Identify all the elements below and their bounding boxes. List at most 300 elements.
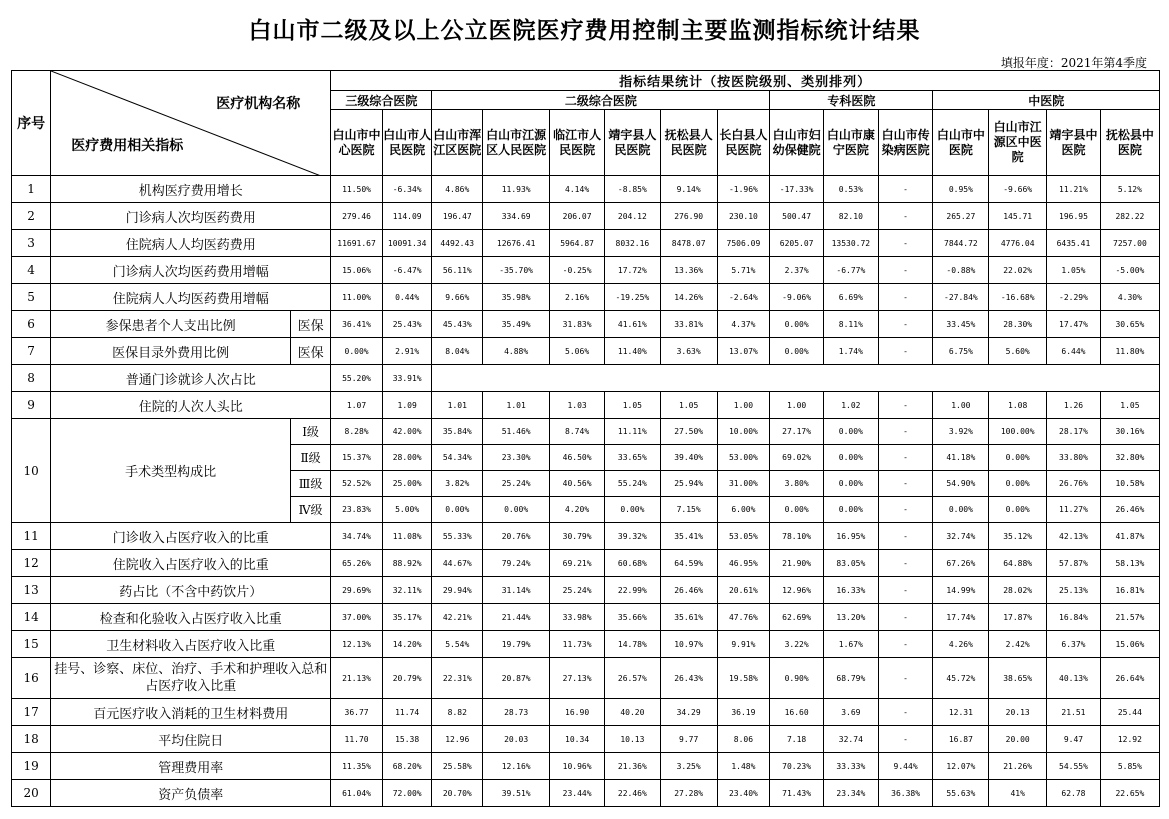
value-cell: - [878, 203, 933, 230]
value-cell: 36.77 [331, 699, 383, 726]
value-cell: 1.00 [717, 392, 770, 419]
value-cell: 23.34% [823, 780, 878, 807]
value-cell: 58.13% [1100, 550, 1159, 577]
value-cell: 34.29 [660, 699, 717, 726]
value-cell: 13.36% [660, 257, 717, 284]
corner-bottom-label: 医疗费用相关指标 [71, 138, 184, 154]
value-cell: 10.58% [1100, 471, 1159, 497]
value-cell: 1.01 [483, 392, 550, 419]
value-cell: 28.30% [989, 311, 1047, 338]
statistics-table [11, 70, 1160, 807]
value-cell: 20.00 [989, 726, 1047, 753]
value-cell: 21.44% [483, 604, 550, 631]
value-cell: 20.70% [432, 780, 483, 807]
value-cell: 32.80% [1100, 445, 1159, 471]
category-secondary: 二级综合医院 [432, 91, 770, 110]
value-cell: 7844.72 [933, 230, 989, 257]
value-cell: 47.76% [717, 604, 770, 631]
value-cell: 11.21% [1047, 176, 1101, 203]
value-cell: 27.13% [550, 658, 605, 699]
value-cell: 46.95% [717, 550, 770, 577]
value-cell: 0.90% [770, 658, 824, 699]
value-cell: 1.05% [1047, 257, 1101, 284]
row-number: 15 [12, 631, 51, 658]
value-cell: 1.26 [1047, 392, 1101, 419]
value-cell: 13.07% [717, 338, 770, 365]
value-cell: 27.50% [660, 419, 717, 445]
value-cell: 0.00% [989, 471, 1047, 497]
value-cell: 1.00 [933, 392, 989, 419]
value-cell: 12.13% [331, 631, 383, 658]
value-cell: 17.74% [933, 604, 989, 631]
value-cell: 54.55% [1047, 753, 1101, 780]
hospital-header: 白山市传染病医院 [878, 110, 933, 176]
hospital-header: 临江市人民医院 [550, 110, 605, 176]
value-cell: 23.83% [331, 497, 383, 523]
row-number: 2 [12, 203, 51, 230]
value-cell: 55.33% [432, 523, 483, 550]
value-cell: 41.87% [1100, 523, 1159, 550]
value-cell: 17.47% [1047, 311, 1101, 338]
value-cell: 15.38 [382, 726, 432, 753]
value-cell: 12.07% [933, 753, 989, 780]
value-cell: 3.22% [770, 631, 824, 658]
value-cell: 7.18 [770, 726, 824, 753]
value-cell: -8.85% [604, 176, 660, 203]
value-cell: -6.77% [823, 257, 878, 284]
value-cell: 9.77 [660, 726, 717, 753]
value-cell: 16.33% [823, 577, 878, 604]
value-cell: 62.69% [770, 604, 824, 631]
hospital-header: 长白县人民医院 [717, 110, 770, 176]
value-cell: 6205.07 [770, 230, 824, 257]
value-cell: 30.65% [1100, 311, 1159, 338]
value-cell: 41.61% [604, 311, 660, 338]
hospital-header: 白山市中医院 [933, 110, 989, 176]
value-cell: 39.51% [483, 780, 550, 807]
table-row [12, 392, 1160, 419]
value-cell: - [878, 176, 933, 203]
value-cell: 11.27% [1047, 497, 1101, 523]
value-cell: 1.09 [382, 392, 432, 419]
value-cell: 20.79% [382, 658, 432, 699]
value-cell: 64.59% [660, 550, 717, 577]
value-cell: - [878, 445, 933, 471]
value-cell: 4.14% [550, 176, 605, 203]
value-cell: - [878, 658, 933, 699]
value-cell: 500.47 [770, 203, 824, 230]
value-cell: - [878, 392, 933, 419]
value-cell: 57.87% [1047, 550, 1101, 577]
value-cell: 3.82% [432, 471, 483, 497]
value-cell: 29.94% [432, 577, 483, 604]
surgery-level-label: Ⅲ级 [290, 471, 330, 497]
hospital-header: 靖宇县人民医院 [604, 110, 660, 176]
value-cell: 67.26% [933, 550, 989, 577]
value-cell: -17.33% [770, 176, 824, 203]
value-cell: - [878, 631, 933, 658]
value-cell: 0.00% [770, 338, 824, 365]
value-cell: 10.13 [604, 726, 660, 753]
value-cell: 1.67% [823, 631, 878, 658]
value-cell: 0.00% [989, 445, 1047, 471]
value-cell: 12.96% [770, 577, 824, 604]
indicator-label: 门诊收入占医疗收入的比重 [51, 523, 331, 550]
value-cell: 0.00% [989, 497, 1047, 523]
value-cell: 5.00% [382, 497, 432, 523]
value-cell: 22.02% [989, 257, 1047, 284]
indicator-label: 参保患者个人支出比例 [51, 311, 291, 338]
value-cell: 68.79% [823, 658, 878, 699]
insurance-label: 医保 [290, 338, 330, 365]
row-number: 18 [12, 726, 51, 753]
value-cell: 5.85% [1100, 753, 1159, 780]
value-cell: 33.33% [823, 753, 878, 780]
value-cell: 25.44 [1100, 699, 1159, 726]
value-cell: 8478.07 [660, 230, 717, 257]
value-cell: 30.79% [550, 523, 605, 550]
value-cell: 1.05 [660, 392, 717, 419]
value-cell: 8032.16 [604, 230, 660, 257]
value-cell: -9.06% [770, 284, 824, 311]
value-cell: -0.25% [550, 257, 605, 284]
value-cell: 27.28% [660, 780, 717, 807]
value-cell: 40.56% [550, 471, 605, 497]
value-cell: 39.40% [660, 445, 717, 471]
value-cell: 3.69 [823, 699, 878, 726]
value-cell: 0.00% [604, 497, 660, 523]
value-cell: 0.00% [770, 497, 824, 523]
value-cell: - [878, 257, 933, 284]
value-cell: 32.74 [823, 726, 878, 753]
corner-top-label: 医疗机构名称 [216, 96, 301, 112]
value-cell: 11.11% [604, 419, 660, 445]
value-cell: 25.13% [1047, 577, 1101, 604]
value-cell: 14.20% [382, 631, 432, 658]
value-cell: 5.60% [989, 338, 1047, 365]
value-cell: 19.58% [717, 658, 770, 699]
row-number: 6 [12, 311, 51, 338]
value-cell: 23.44% [550, 780, 605, 807]
value-cell: 2.16% [550, 284, 605, 311]
table-row [12, 523, 1160, 550]
value-cell: 72.00% [382, 780, 432, 807]
table-row [12, 604, 1160, 631]
value-cell: 35.17% [382, 604, 432, 631]
hospital-header: 白山市妇幼保健院 [770, 110, 824, 176]
table-row [12, 753, 1160, 780]
value-cell: 0.00% [823, 471, 878, 497]
row-number: 16 [12, 658, 51, 699]
value-cell: 2.37% [770, 257, 824, 284]
value-cell: 145.71 [989, 203, 1047, 230]
value-cell: 11.35% [331, 753, 383, 780]
value-cell: 13530.72 [823, 230, 878, 257]
value-cell: 0.53% [823, 176, 878, 203]
value-cell: 282.22 [1100, 203, 1159, 230]
table-row [12, 176, 1160, 203]
value-cell: 1.48% [717, 753, 770, 780]
value-cell: 26.43% [660, 658, 717, 699]
value-cell: 204.12 [604, 203, 660, 230]
value-cell: 4492.43 [432, 230, 483, 257]
value-cell: - [878, 523, 933, 550]
value-cell: 8.74% [550, 419, 605, 445]
indicator-label: 手术类型构成比 [51, 419, 291, 523]
value-cell: 78.10% [770, 523, 824, 550]
value-cell: 21.51 [1047, 699, 1101, 726]
value-cell: 26.57% [604, 658, 660, 699]
value-cell: 55.24% [604, 471, 660, 497]
value-cell: 22.46% [604, 780, 660, 807]
value-cell: 206.07 [550, 203, 605, 230]
value-cell: 0.00% [823, 497, 878, 523]
value-cell: -9.66% [989, 176, 1047, 203]
indicator-label: 住院病人人均医药费用 [51, 230, 331, 257]
value-cell: -35.70% [483, 257, 550, 284]
value-cell: 28.17% [1047, 419, 1101, 445]
value-cell: 34.74% [331, 523, 383, 550]
value-cell: 14.78% [604, 631, 660, 658]
value-cell: 68.20% [382, 753, 432, 780]
table-row [12, 699, 1160, 726]
value-cell: 20.13 [989, 699, 1047, 726]
value-cell: - [878, 311, 933, 338]
table-row [12, 284, 1160, 311]
value-cell: 1.02 [823, 392, 878, 419]
value-cell: 4.26% [933, 631, 989, 658]
value-cell: 13.20% [823, 604, 878, 631]
value-cell: 2.42% [989, 631, 1047, 658]
value-cell: 15.37% [331, 445, 383, 471]
value-cell: 36.19 [717, 699, 770, 726]
value-cell: -1.96% [717, 176, 770, 203]
value-cell: 35.41% [660, 523, 717, 550]
indicator-label: 平均住院日 [51, 726, 331, 753]
hospital-header: 白山市江源区中医院 [989, 110, 1047, 176]
value-cell: -6.47% [382, 257, 432, 284]
value-cell: 36.41% [331, 311, 383, 338]
value-cell: 52.52% [331, 471, 383, 497]
value-cell: 29.69% [331, 577, 383, 604]
value-cell: 6.00% [717, 497, 770, 523]
value-cell: 7.15% [660, 497, 717, 523]
value-cell: 4776.04 [989, 230, 1047, 257]
hospital-header: 白山市江源区人民医院 [483, 110, 550, 176]
indicator-label: 门诊病人次均医药费用增幅 [51, 257, 331, 284]
value-cell: 35.61% [660, 604, 717, 631]
page-title: 白山市二级及以上公立医院医疗费用控制主要监测指标统计结果 [248, 17, 921, 44]
value-cell: 22.65% [1100, 780, 1159, 807]
category-tcm: 中医院 [933, 91, 1160, 110]
value-cell: - [878, 699, 933, 726]
value-cell: - [878, 604, 933, 631]
row-number: 20 [12, 780, 51, 807]
value-cell: 12.16% [483, 753, 550, 780]
value-cell: 10091.34 [382, 230, 432, 257]
value-cell: - [878, 419, 933, 445]
row-number: 7 [12, 338, 51, 365]
value-cell: 10.97% [660, 631, 717, 658]
value-cell: 11.08% [382, 523, 432, 550]
value-cell: 1.08 [989, 392, 1047, 419]
value-cell: - [878, 338, 933, 365]
value-cell: 70.23% [770, 753, 824, 780]
row-number: 11 [12, 523, 51, 550]
value-cell: 54.90% [933, 471, 989, 497]
value-cell: 46.50% [550, 445, 605, 471]
value-cell: 10.96% [550, 753, 605, 780]
value-cell: 17.87% [989, 604, 1047, 631]
value-cell: 33.65% [604, 445, 660, 471]
row-number: 17 [12, 699, 51, 726]
value-cell: 20.61% [717, 577, 770, 604]
value-cell: -6.34% [382, 176, 432, 203]
table-row [12, 550, 1160, 577]
value-cell: 26.46% [660, 577, 717, 604]
value-cell: 276.90 [660, 203, 717, 230]
value-cell: 25.24% [550, 577, 605, 604]
value-cell: - [878, 497, 933, 523]
hospital-header: 白山市浑江区医院 [432, 110, 483, 176]
value-cell: 38.65% [989, 658, 1047, 699]
value-cell: 5964.87 [550, 230, 605, 257]
value-cell: 32.74% [933, 523, 989, 550]
value-cell: 12.92 [1100, 726, 1159, 753]
value-cell: 41.18% [933, 445, 989, 471]
row-number: 3 [12, 230, 51, 257]
value-cell: 11.74 [382, 699, 432, 726]
table-row [12, 257, 1160, 284]
value-cell: 33.45% [933, 311, 989, 338]
value-cell: 279.46 [331, 203, 383, 230]
value-cell: 45.72% [933, 658, 989, 699]
value-cell: 35.12% [989, 523, 1047, 550]
value-cell: 16.84% [1047, 604, 1101, 631]
category-tertiary: 三级综合医院 [331, 91, 432, 110]
value-cell: 31.00% [717, 471, 770, 497]
value-cell: 5.71% [717, 257, 770, 284]
indicator-label: 普通门诊就诊人次占比 [51, 365, 331, 392]
value-cell: 22.99% [604, 577, 660, 604]
value-cell: 31.83% [550, 311, 605, 338]
value-cell: 4.88% [483, 338, 550, 365]
value-cell: 20.76% [483, 523, 550, 550]
hospital-header: 白山市康宁医院 [823, 110, 878, 176]
value-cell: 53.00% [717, 445, 770, 471]
value-cell: 5.54% [432, 631, 483, 658]
value-cell: 9.66% [432, 284, 483, 311]
surgery-level-label: Ⅳ级 [290, 497, 330, 523]
value-cell: - [878, 471, 933, 497]
value-cell: 25.58% [432, 753, 483, 780]
value-cell: - [878, 284, 933, 311]
value-cell: 8.11% [823, 311, 878, 338]
value-cell: 71.43% [770, 780, 824, 807]
value-cell: 36.38% [878, 780, 933, 807]
indicator-label: 住院收入占医疗收入的比重 [51, 550, 331, 577]
indicator-label: 住院病人人均医药费用增幅 [51, 284, 331, 311]
value-cell: 26.64% [1100, 658, 1159, 699]
value-cell: 40.20 [604, 699, 660, 726]
hospital-header: 抚松县人民医院 [660, 110, 717, 176]
value-cell: 31.14% [483, 577, 550, 604]
value-cell: 35.49% [483, 311, 550, 338]
row-number: 4 [12, 257, 51, 284]
table-row [12, 338, 1160, 365]
value-cell: 1.74% [823, 338, 878, 365]
table-row [12, 658, 1160, 699]
value-cell: 12.31 [933, 699, 989, 726]
value-cell: 25.94% [660, 471, 717, 497]
row-number: 5 [12, 284, 51, 311]
value-cell: 83.05% [823, 550, 878, 577]
value-cell: 6.37% [1047, 631, 1101, 658]
value-cell: 32.11% [382, 577, 432, 604]
value-cell: 53.05% [717, 523, 770, 550]
table-row [12, 780, 1160, 807]
diagonal-line [51, 71, 321, 176]
value-cell: -19.25% [604, 284, 660, 311]
value-cell: 21.26% [989, 753, 1047, 780]
value-cell: 2.91% [382, 338, 432, 365]
value-cell: 100.00% [989, 419, 1047, 445]
value-cell: 54.34% [432, 445, 483, 471]
value-cell: 56.11% [432, 257, 483, 284]
hospital-header: 白山市中心医院 [331, 110, 383, 176]
row-number: 19 [12, 753, 51, 780]
value-cell: 21.57% [1100, 604, 1159, 631]
value-cell: 9.44% [878, 753, 933, 780]
value-cell: 35.84% [432, 419, 483, 445]
row-number: 14 [12, 604, 51, 631]
value-cell: 44.67% [432, 550, 483, 577]
value-cell: - [878, 577, 933, 604]
hospital-header: 靖宇县中医院 [1047, 110, 1101, 176]
value-cell: 15.06% [331, 257, 383, 284]
value-cell: 20.03 [483, 726, 550, 753]
report-period: 填报年度：2021年第4季度 [1000, 56, 1147, 70]
value-cell: 45.43% [432, 311, 483, 338]
value-cell: -27.84% [933, 284, 989, 311]
value-cell: 28.02% [989, 577, 1047, 604]
value-cell: 0.00% [432, 497, 483, 523]
value-cell: 10.34 [550, 726, 605, 753]
value-cell: 28.73 [483, 699, 550, 726]
value-cell: 196.95 [1047, 203, 1101, 230]
value-cell: 14.26% [660, 284, 717, 311]
value-cell: 64.88% [989, 550, 1047, 577]
value-cell: -5.00% [1100, 257, 1159, 284]
value-cell: 33.81% [660, 311, 717, 338]
value-cell: 41% [989, 780, 1047, 807]
value-cell: 51.46% [483, 419, 550, 445]
value-cell: 11.93% [483, 176, 550, 203]
value-cell: 265.27 [933, 203, 989, 230]
value-cell: 22.31% [432, 658, 483, 699]
value-cell: 17.72% [604, 257, 660, 284]
value-cell: 42.00% [382, 419, 432, 445]
value-cell: 39.32% [604, 523, 660, 550]
value-cell: 4.37% [717, 311, 770, 338]
hospital-header: 抚松县中医院 [1100, 110, 1159, 176]
value-cell: 6.69% [823, 284, 878, 311]
hospital-header: 白山市人民医院 [382, 110, 432, 176]
value-cell: 23.40% [717, 780, 770, 807]
table-row [12, 631, 1160, 658]
value-cell: 10.00% [717, 419, 770, 445]
value-cell: 0.00% [823, 419, 878, 445]
